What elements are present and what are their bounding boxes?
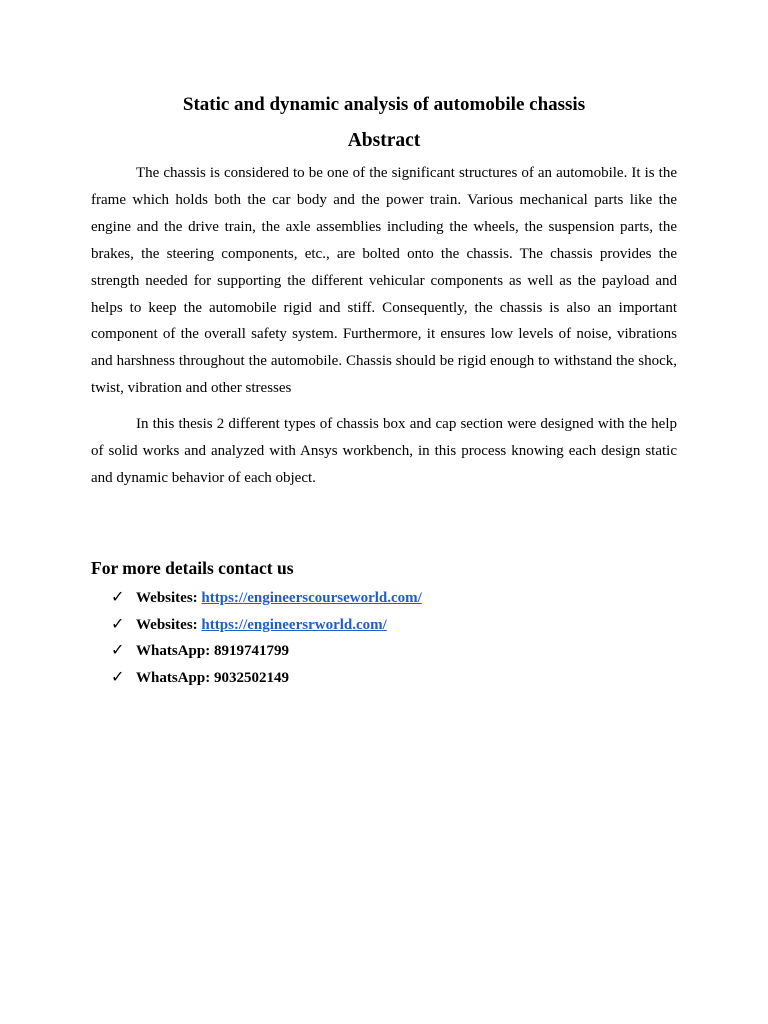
website-link[interactable]: https://engineerscourseworld.com/: [201, 590, 422, 606]
contact-list: [111, 584, 422, 691]
abstract-paragraph-1: The chassis is considered to be one of the significant structures of an automobile. It is the frame which holds both the car body and the power train. Various mechanical parts like the engine and the drive train, the axle assemblies including the wheels, the suspension parts, the brakes, the steering components, etc., are bolted onto the chassis. The chassis provides the strength needed for supporting the different vehicular components as well as the payload and helps to keep the automobile rigid and stiff. Consequently, the chassis is also an important component of the overall safety system. Furthermore, it ensures low levels of noise, vibrations and harshness throughout the automobile. Chassis should be rigid enough to withstand the shock, twist, vibration and other stresses: [91, 165, 677, 397]
check-icon: ✓: [111, 640, 125, 660]
contact-label: Websites:: [136, 616, 202, 633]
contact-item-website-1: [111, 584, 422, 611]
whatsapp-number: 8919741799: [213, 643, 289, 660]
whatsapp-number: 9032502149: [213, 670, 289, 687]
contact-item-whatsapp-1: [111, 637, 422, 664]
contact-label: WhatsApp:: [136, 670, 214, 687]
check-icon: ✓: [111, 613, 125, 633]
abstract-heading: Abstract: [347, 130, 421, 151]
check-icon: ✓: [111, 587, 125, 606]
contact-item-whatsapp-2: [111, 664, 422, 691]
contact-item-website-2: [111, 611, 422, 638]
document-title: Static and dynamic analysis of automobile chassis: [182, 94, 586, 115]
contact-label: Websites:: [136, 590, 202, 606]
contact-heading: For more details contact us: [91, 558, 294, 578]
website-link[interactable]: https://engineersrworld.com/: [201, 616, 387, 633]
abstract-paragraph-2: In this thesis 2 different types of chassis box and cap section were designed with the help of solid works and analyzed with Ansys workbench, in this process knowing each design static and dynamic behavior of each object.: [91, 416, 677, 486]
contact-label: WhatsApp:: [136, 643, 214, 660]
check-icon: ✓: [111, 667, 125, 687]
